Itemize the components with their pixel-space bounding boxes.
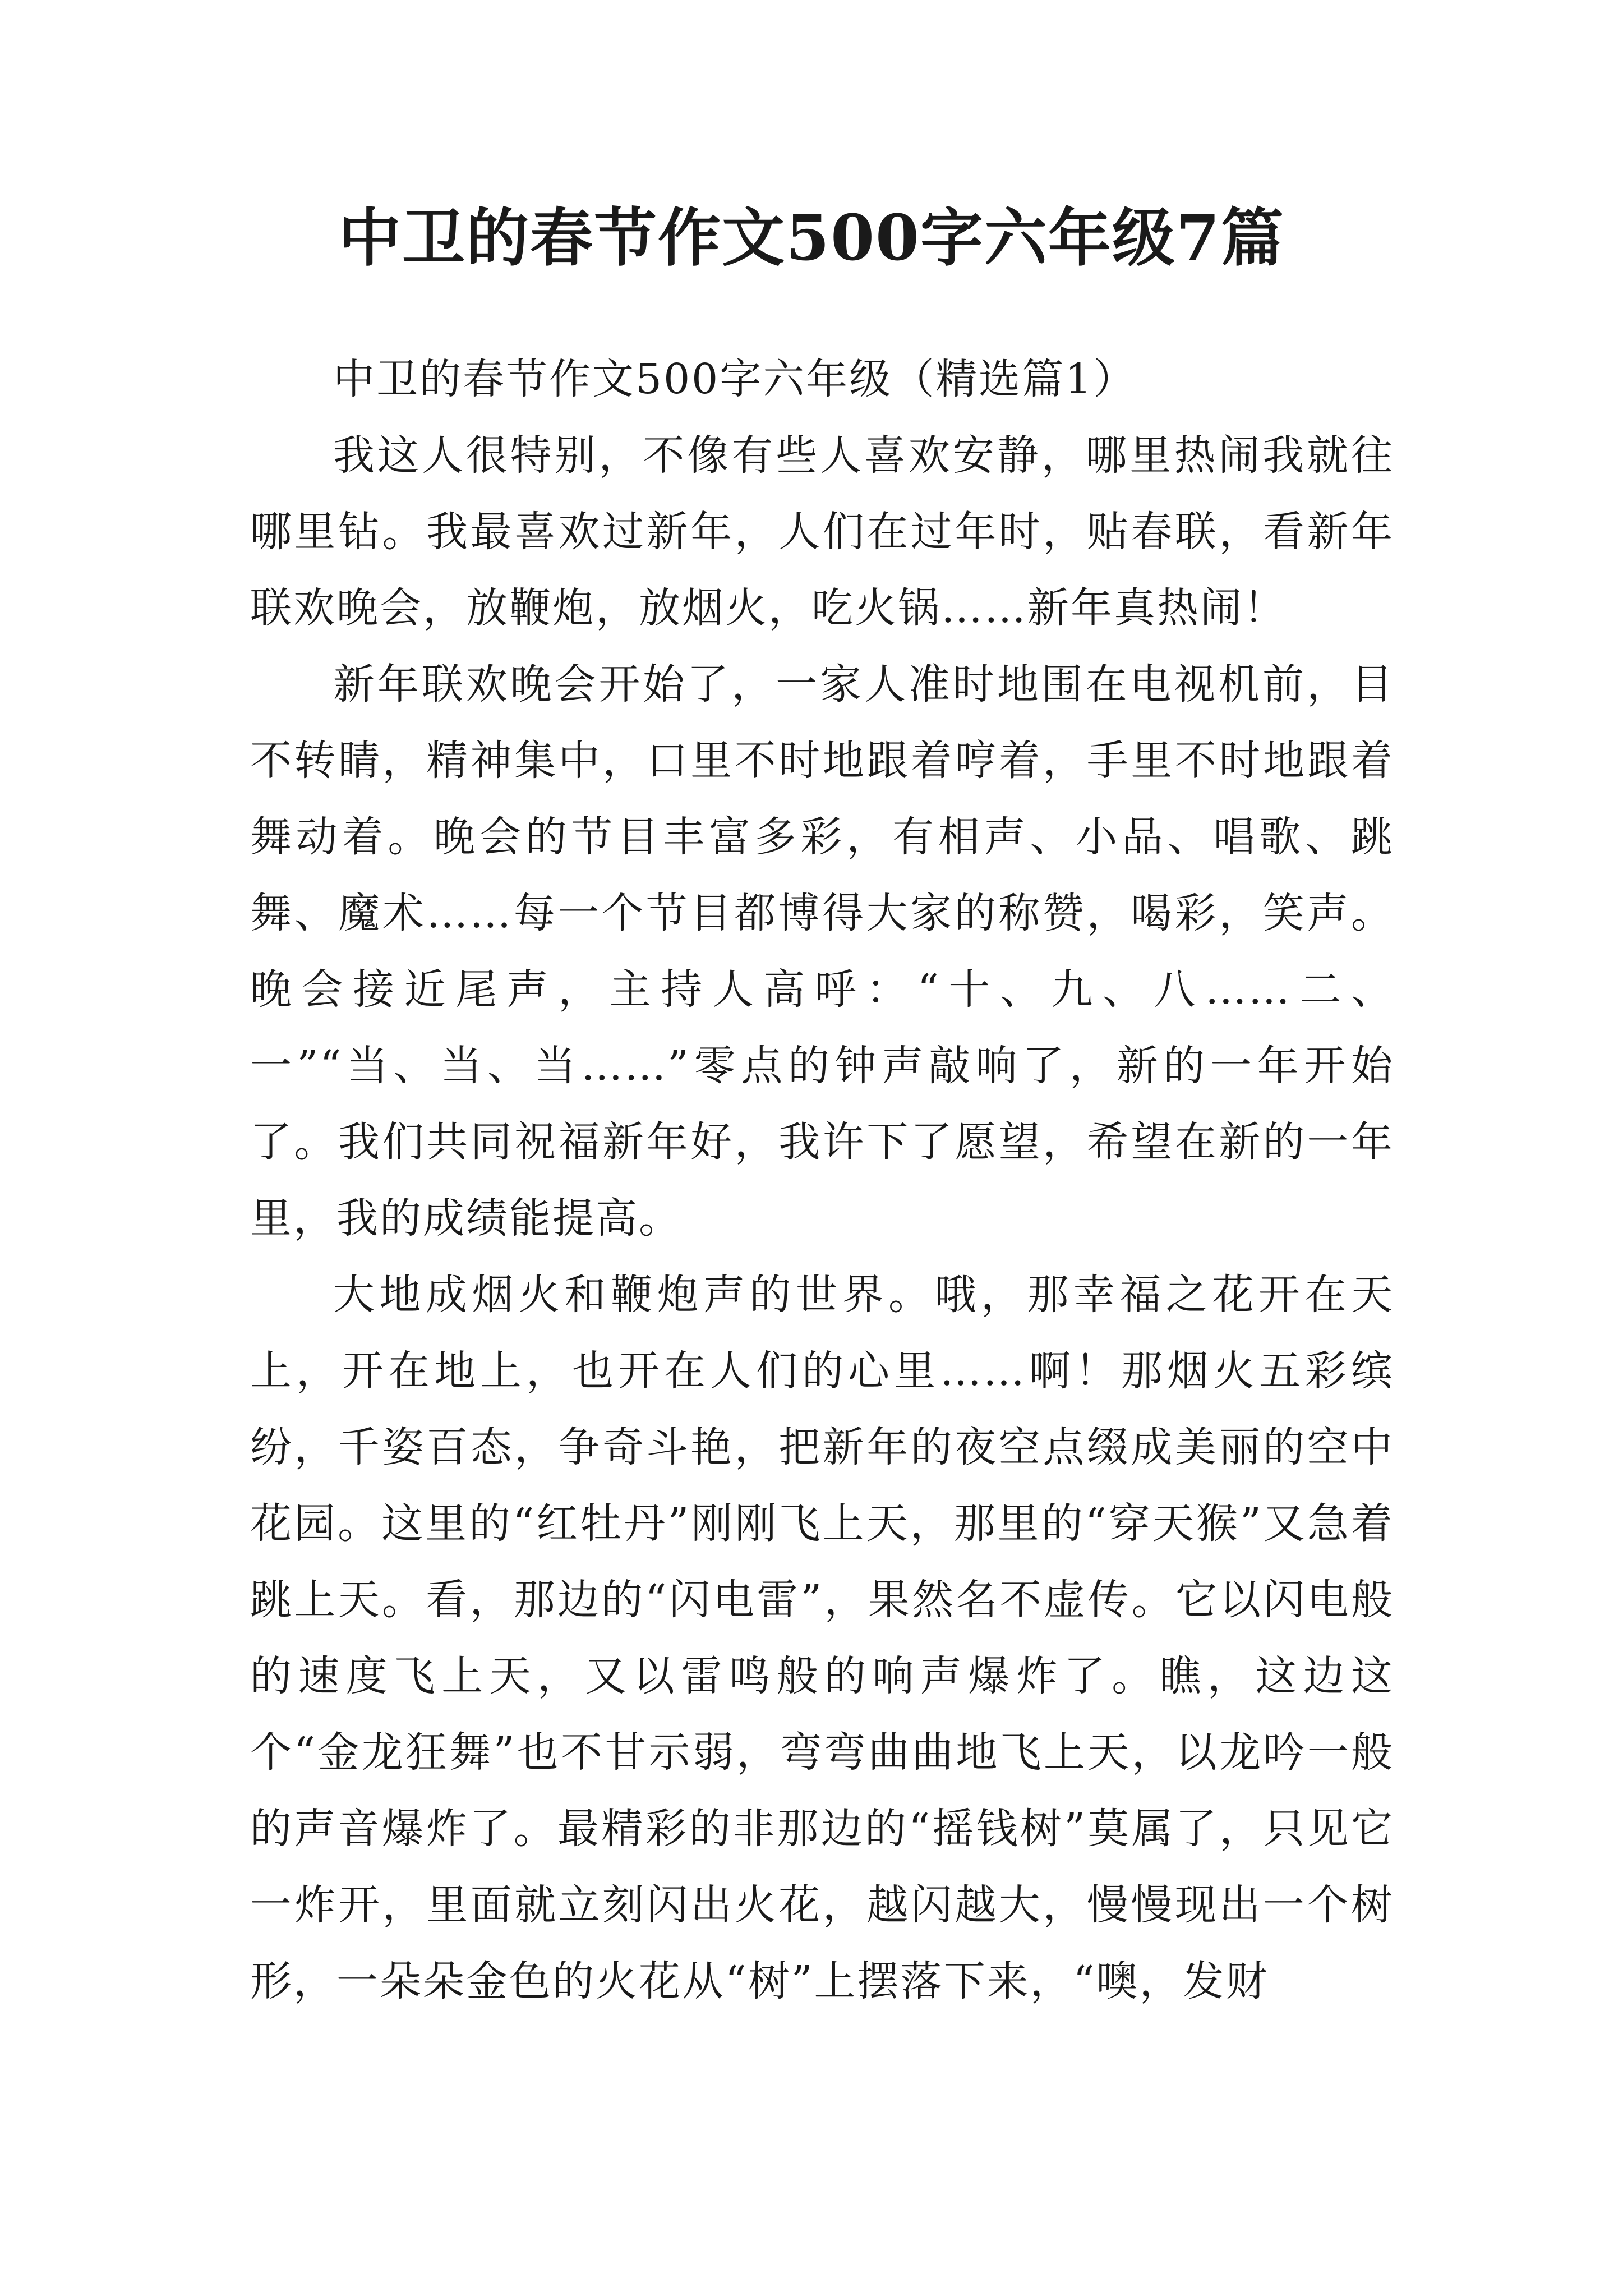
document-body (250, 341, 1394, 2019)
paragraph: 我这人很特别，不像有些人喜欢安静，哪里热闹我就往哪里钻。我最喜欢过新年，人们在过年时，贴春联，看新年联欢晚会，放鞭炮，放烟火，吃火锅……新年真热闹！ (250, 431, 1394, 632)
section-heading: 中卫的春节作文500字六年级（精选篇1） (333, 355, 1137, 403)
paragraph: 大地成烟火和鞭炮声的世界。哦，那幸福之花开在天上，开在地上，也开在人们的心里……啊！那烟火五彩缤纷，千姿百态，争奇斗艳，把新年的夜空点缀成美丽的空中花园。这里的“红牡丹”刚刚飞上天，那里的“穿天猴”又急着跳上天。看，那边的“闪电雷”，果然名不虚传。它以闪电般的速度飞上天，又以雷鸣般的响声爆炸了。瞧，这边这个“金龙狂舞”也不甘示弱，弯弯曲曲地飞上天，以龙吟一般的声音爆炸了。最精彩的非那边的“摇钱树”莫属了，只见它一炸开，里面就立刻闪出火花，越闪越大，慢慢现出一个树形，一朵朵金色的火花从“树”上摆落下来，“噢，发财 (250, 1271, 1394, 2005)
paragraph: 新年联欢晚会开始了，一家人准时地围在电视机前，目不转睛，精神集中，口里不时地跟着哼着，手里不时地跟着舞动着。晚会的节目丰富多彩，有相声、小品、唱歌、跳舞、魔术……每一个节目都博得大家的称赞，喝彩，笑声。晚会接近尾声，主持人高呼：“十、九、八……二、一”“当、当、当……”零点的钟声敲响了，新的一年开始了。我们共同祝福新年好，我许下了愿望，希望在新的一年里，我的成绩能提高。 (250, 660, 1394, 1243)
document-title: 中卫的春节作文500字六年级7篇 (338, 201, 1285, 275)
